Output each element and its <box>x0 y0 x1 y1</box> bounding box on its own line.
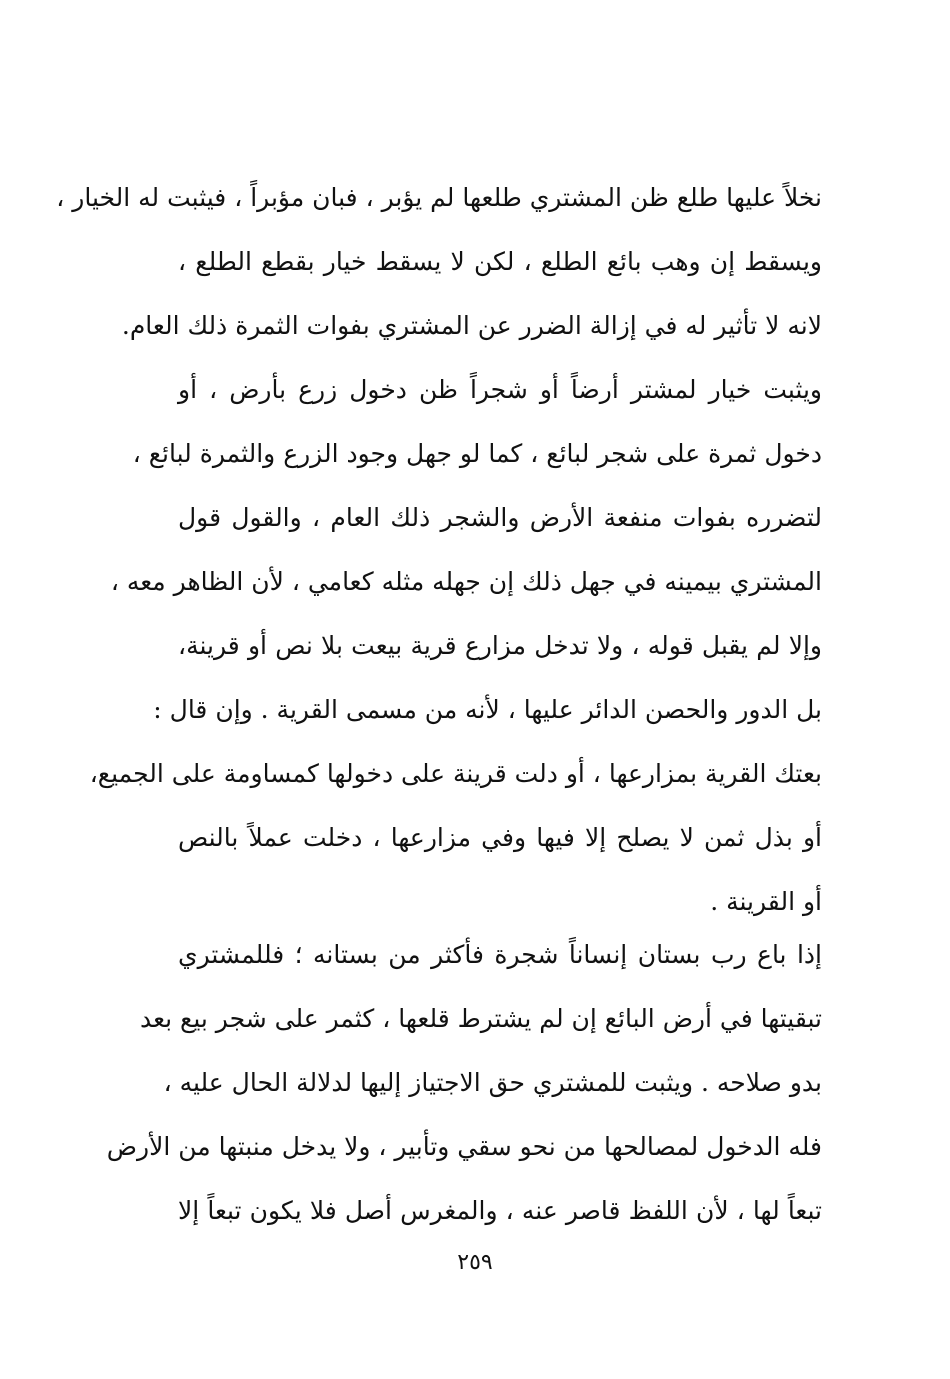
paragraph-line: فله الدخول لمصالحها من نحو سقي وتأبير ، ولا يدخل منبتها من الأرض <box>106 1132 822 1161</box>
paragraph-line: ويثبت خيار لمشتر أرضاً أو شجراً ظن دخول زرع بأرض ، أو <box>178 375 822 404</box>
paragraph-line: بعتك القرية بمزارعها ، أو دلت قرينة على دخولها كمساومة على الجميع، <box>89 759 822 788</box>
paragraph-line: لانه لا تأثير له في إزالة الضرر عن المشتري بفوات الثمرة ذلك العام. <box>121 311 822 340</box>
paragraph-line: تبقيتها في أرض البائع إن لم يشترط قلعها ، كثمر على شجر بيع بعد <box>139 1004 822 1033</box>
paragraph-line: أو بذل ثمن لا يصلح إلا فيها وفي مزارعها ، دخلت عملاً بالنص <box>178 823 822 852</box>
paragraph-line: دخول ثمرة على شجر لبائع ، كما لو جهل وجود الزرع والثمرة لبائع ، <box>132 439 822 468</box>
page-number: ٢٥٩ <box>457 1250 493 1275</box>
paragraph-2 <box>106 923 822 1243</box>
paragraph-line: تبعاً لها ، لأن اللفظ قاصر عنه ، والمغرس أصل فلا يكون تبعاً إلا <box>178 1196 822 1225</box>
paragraph-line: أو القرينة . <box>710 887 822 916</box>
paragraph-line: المشتري بيمينه في جهل ذلك إن جهله مثله كعامي ، لأن الظاهر معه ، <box>110 567 822 596</box>
paragraph-line: بل الدور والحصن الدائر عليها ، لأنه من مسمى القرية . وإن قال : <box>153 695 822 724</box>
paragraph-line: وإلا لم يقبل قوله ، ولا تدخل مزارع قرية بيعت بلا نص أو قرينة، <box>178 631 822 660</box>
paragraph-line: نخلاً عليها طلع ظن المشتري طلعها لم يؤبر ، فبان مؤبراً ، فيثبت له الخيار ، <box>56 183 822 212</box>
paragraph-line: بدو صلاحه . ويثبت للمشتري حق الاجتياز إليها لدلالة الحال عليه ، <box>163 1068 822 1097</box>
paragraph-line: لتضرره بفوات منفعة الأرض والشجر ذلك العام ، والقول قول <box>178 503 822 532</box>
paragraph-line: إذا باع رب بستان إنساناً شجرة فأكثر من بستانه ؛ فللمشتري <box>178 940 822 969</box>
paragraph-line: ويسقط إن وهب بائع الطلع ، لكن لا يسقط خيار بقطع الطلع ، <box>178 247 822 276</box>
paragraph-1 <box>56 166 822 934</box>
